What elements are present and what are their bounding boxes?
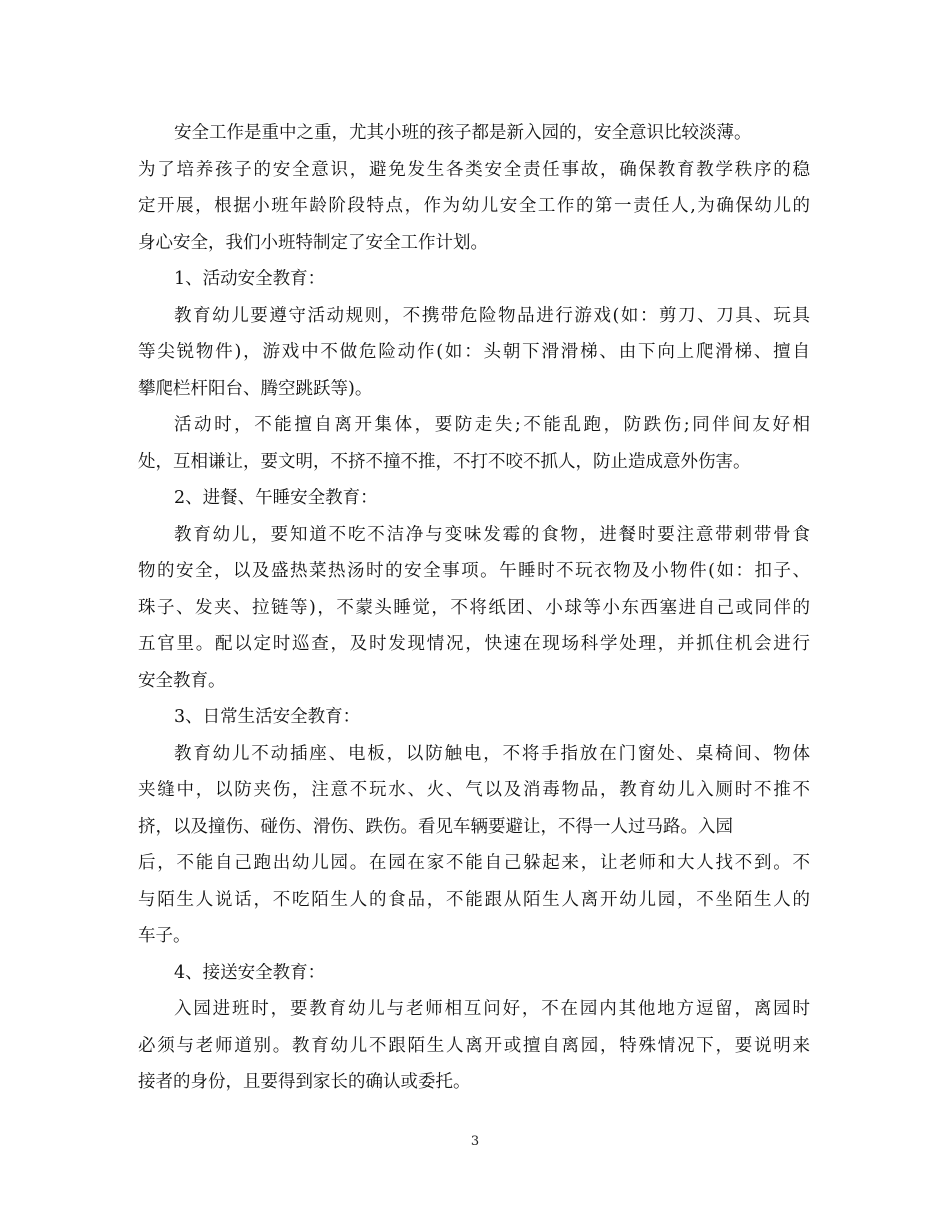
section-2-paragraph-line-3: 珠子、发夹、拉链等)，不蒙头睡觉，不将纸团、小球等小东西塞进自己或同伴的 [138, 597, 810, 618]
section-4-paragraph-line-3: 接者的身份，且要得到家长的确认或委托。 [138, 1072, 471, 1092]
section-1-paragraph-1-line-3: 攀爬栏杆阳台、腾空跳跃等)。 [138, 378, 373, 399]
section-3-paragraph-line-2: 夹缝中，以防夹伤，注意不玩水、火、气以及消毒物品，教育幼儿入厕时不推不 [138, 780, 810, 800]
section-3-paragraph-line-3: 挤，以及撞伤、碰伤、滑伤、跌伤。看见车辆要避让，不得一人过马路。入园 [138, 816, 733, 837]
section-4-paragraph-line-1: 入园进班时，要教育幼儿与老师相互问好，不在园内其他地方逗留，离园时 [174, 999, 810, 1019]
section-2-paragraph-line-4: 五官里。配以定时巡查，及时发现情况，快速在现场科学处理，并抓住机会进行 [138, 634, 810, 654]
section-3-paragraph-line-6: 车子。 [138, 926, 191, 946]
section-2-paragraph-line-2: 物的安全，以及盛热菜热汤时的安全事项。午睡时不玩衣物及小物件(如：扣子、 [138, 561, 810, 581]
section-3-paragraph-line-5: 与陌生人说话，不吃陌生人的食品，不能跟从陌生人离开幼儿园，不坐陌生人的 [138, 889, 810, 910]
section-1-paragraph-1-line-2: 等尖锐物件)，游戏中不做危险动作(如：头朝下滑滑梯、由下向上爬滑梯、擅自 [138, 342, 810, 362]
intro-paragraph-line-4: 身心安全，我们小班特制定了安全工作计划。 [138, 232, 488, 253]
section-2-paragraph-line-1: 教育幼儿，要知道不吃不洁净与变味发霉的食物，进餐时要注意带刺带骨食 [174, 524, 810, 545]
section-2-heading: 2、进餐、午睡安全教育： [174, 488, 378, 508]
section-1-paragraph-1-line-1: 教育幼儿要遵守活动规则，不携带危险物品进行游戏(如：剪刀、刀具、玩具 [174, 305, 810, 326]
section-1-paragraph-2-line-2: 处，互相谦让，要文明，不挤不撞不推，不打不咬不抓人，防止造成意外伤害。 [138, 451, 751, 472]
section-3-paragraph-line-4: 后，不能自己跑出幼儿园。在园在家不能自己躲起来，让老师和大人找不到。不 [138, 853, 810, 873]
document-body [138, 115, 810, 1101]
page-number: 3 [470, 1134, 480, 1149]
section-4-heading: 4、接送安全教育： [174, 962, 326, 983]
section-2-paragraph-line-5: 安全教育。 [138, 670, 226, 691]
section-3-heading: 3、日常生活安全教育： [174, 707, 361, 727]
section-3-paragraph-line-1: 教育幼儿不动插座、电板，以防触电，不将手指放在门窗处、桌椅间、物体 [174, 743, 810, 764]
section-1-heading: 1、活动安全教育： [174, 269, 326, 289]
intro-paragraph-line-2: 为了培养孩子的安全意识，避免发生各类安全责任事故，确保教育教学秩序的稳 [138, 159, 810, 180]
section-1-paragraph-2-line-1: 活动时，不能擅自离开集体，要防走失;不能乱跑，防跌伤;同伴间友好相 [174, 415, 810, 435]
section-4-paragraph-line-2: 必须与老师道别。教育幼儿不跟陌生人离开或擅自离园，特殊情况下，要说明来 [138, 1035, 810, 1056]
intro-paragraph-line-1: 安全工作是重中之重，尤其小班的孩子都是新入园的，安全意识比较淡薄。 [174, 123, 752, 143]
intro-paragraph-line-3: 定开展，根据小班年龄阶段特点，作为幼儿安全工作的第一责任人,为确保幼儿的 [138, 196, 810, 216]
